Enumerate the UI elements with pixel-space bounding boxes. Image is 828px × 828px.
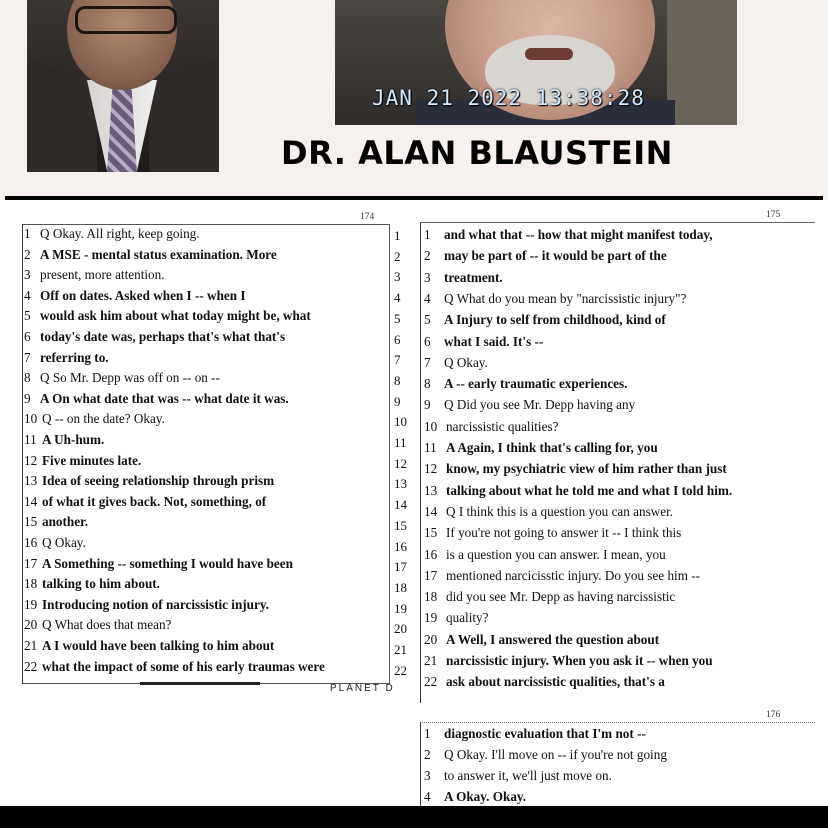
transcript-line: A Again, I think that's calling for, you xyxy=(446,440,658,455)
line-number: 3 xyxy=(24,267,31,283)
video-timestamp: JAN 21 2022 13:38:28 xyxy=(372,86,645,110)
line-number: 2 xyxy=(424,747,431,762)
line-number: 14 xyxy=(24,493,38,509)
line-number: 13 xyxy=(424,482,438,498)
line-number: 13 xyxy=(24,473,38,489)
gutter-number: 19 xyxy=(394,600,407,616)
line-number: 15 xyxy=(24,514,38,530)
transcript-line: mentioned narcicisstic injury. Do you see him -- xyxy=(446,567,701,583)
transcript-line: A Uh-hum. xyxy=(42,432,105,447)
line-number: 9 xyxy=(24,390,31,406)
transcript-line: Q -- on the date? Okay. xyxy=(42,411,165,427)
transcript-line: Q Okay. xyxy=(444,354,488,370)
transcript-line: Q Did you see Mr. Depp having any xyxy=(444,397,636,413)
transcript-line: quality? xyxy=(446,610,489,626)
transcript-line: Idea of seeing relationship through prism xyxy=(42,473,275,489)
gutter-number: 22 xyxy=(394,662,407,678)
line-number: 21 xyxy=(424,653,438,668)
page-number: 176 xyxy=(766,710,781,720)
transcript-page-175 xyxy=(420,210,814,702)
line-number: 19 xyxy=(24,596,38,612)
transcript-line: Q Okay. I'll move on -- if you're not going xyxy=(444,747,667,762)
transcript-line: referring to. xyxy=(40,349,109,365)
gutter-number: 9 xyxy=(394,393,401,409)
gutter-number: 17 xyxy=(394,559,407,575)
gutter-number: 3 xyxy=(394,269,401,285)
gutter-number: 16 xyxy=(394,538,407,554)
transcript-line: know, my psychiatric view of him rather than just xyxy=(446,461,727,477)
line-number: 19 xyxy=(424,610,438,626)
transcript-line: what the impact of some of his early traumas were xyxy=(42,658,325,674)
transcript-line: is a question you can answer. I mean, you xyxy=(446,546,666,562)
line-number: 11 xyxy=(24,432,37,447)
line-number: 17 xyxy=(424,567,438,583)
line-number: 22 xyxy=(24,658,38,674)
transcript-line: narcissistic qualities? xyxy=(446,418,559,434)
gutter-number: 21 xyxy=(394,642,407,657)
line-number: 6 xyxy=(24,329,31,344)
transcript-line: diagnostic evaluation that I'm not -- xyxy=(444,726,646,741)
transcript-line: did you see Mr. Depp as having narcissistic xyxy=(446,589,676,605)
line-number: 11 xyxy=(424,440,437,455)
line-number: 7 xyxy=(424,354,431,370)
gutter-number: 7 xyxy=(394,352,401,368)
transcript-line: today's date was, perhaps that's what that's xyxy=(40,329,286,344)
transcript-line: to answer it, we'll just move on. xyxy=(444,768,612,783)
transcript-line: Q What does that mean? xyxy=(42,617,172,633)
line-number: 5 xyxy=(24,308,31,324)
transcript-line: may be part of -- it would be part of the xyxy=(444,248,667,264)
line-number: 8 xyxy=(24,370,31,386)
gutter-number: 15 xyxy=(394,517,407,533)
transcript-line: Five minutes late. xyxy=(42,452,142,468)
transcript-line: treatment. xyxy=(444,269,503,285)
gutter-number: 4 xyxy=(394,290,401,306)
line-number: 5 xyxy=(424,312,431,328)
transcript-line: ask about narcissistic qualities, that's a xyxy=(446,674,665,690)
line-number: 10 xyxy=(24,411,38,427)
line-number: 7 xyxy=(24,349,31,365)
line-number: 9 xyxy=(424,397,431,413)
line-number: 21 xyxy=(24,638,38,653)
transcript-line: If you're not going to answer it -- I think this xyxy=(446,525,682,541)
transcript-line: and what that -- how that might manifest today, xyxy=(444,227,713,242)
page-number: 175 xyxy=(766,210,781,220)
bottom-band xyxy=(0,806,828,828)
line-number: 20 xyxy=(24,617,38,633)
gutter-line-numbers xyxy=(388,224,420,694)
line-number: 15 xyxy=(424,525,438,541)
transcript-line: Q Okay. xyxy=(42,535,86,550)
line-number: 18 xyxy=(24,576,38,592)
gutter-number: 18 xyxy=(394,579,407,595)
transcript-line: narcissistic injury. When you ask it -- when you xyxy=(446,653,713,668)
line-number: 1 xyxy=(424,227,431,242)
transcript-line: Q So Mr. Depp was off on -- on -- xyxy=(40,370,220,386)
line-number: 2 xyxy=(24,246,31,262)
transcript-line: A MSE - mental status examination. More xyxy=(40,246,277,262)
line-number: 4 xyxy=(424,789,431,804)
transcript-line: talking about what he told me and what I told him. xyxy=(446,482,733,498)
transcript-line: A Well, I answered the question about xyxy=(446,631,660,647)
gutter-number: 1 xyxy=(394,228,401,243)
line-number: 16 xyxy=(424,546,438,562)
transcript-line: A Okay. Okay. xyxy=(444,789,527,804)
line-number: 10 xyxy=(424,418,438,434)
transcript-line: A Injury to self from childhood, kind of xyxy=(444,312,666,328)
transcript-line: would ask him about what today might be, what xyxy=(40,308,311,324)
line-number: 1 xyxy=(24,226,31,241)
gutter-number: 13 xyxy=(394,476,407,492)
gutter-number: 11 xyxy=(394,435,407,450)
divider xyxy=(140,682,260,685)
line-number: 20 xyxy=(424,631,438,647)
transcript-line: Q Okay. All right, keep going. xyxy=(40,226,200,241)
line-number: 18 xyxy=(424,589,438,605)
line-number: 2 xyxy=(424,248,431,264)
gutter-number: 2 xyxy=(394,248,401,264)
transcript-line: A On what date that was -- what date it was. xyxy=(40,390,289,406)
transcript-page-174 xyxy=(22,212,388,682)
line-number: 16 xyxy=(24,535,38,550)
transcript-line: Off on dates. Asked when I -- when I xyxy=(40,287,246,303)
line-number: 12 xyxy=(424,461,438,477)
transcript-line: Introducing notion of narcissistic injury. xyxy=(42,596,270,612)
transcript-page-176 xyxy=(420,710,814,810)
gutter-number: 12 xyxy=(394,455,407,471)
gutter-number: 20 xyxy=(394,621,407,637)
transcript-line: of what it gives back. Not, something, of xyxy=(42,493,267,509)
transcript-line: Q What do you mean by "narcissistic injury"? xyxy=(444,290,687,306)
transcript-line: talking to him about. xyxy=(42,576,160,592)
transcript-line: present, more attention. xyxy=(40,267,165,283)
line-number: 17 xyxy=(24,555,38,571)
line-number: 14 xyxy=(424,503,438,519)
line-number: 6 xyxy=(424,333,431,349)
line-number: 1 xyxy=(424,726,431,741)
line-number: 4 xyxy=(24,287,31,303)
transcript-document xyxy=(0,200,828,806)
gutter-number: 10 xyxy=(394,414,407,430)
transcript-line: A -- early traumatic experiences. xyxy=(444,376,628,392)
page-number: 174 xyxy=(360,212,375,222)
transcript-line: Q I think this is a question you can answer. xyxy=(446,503,674,519)
footer-mark: PLANET D xyxy=(330,683,395,694)
gutter-number: 6 xyxy=(394,331,401,347)
line-number: 22 xyxy=(424,674,438,690)
name-caption: DR. ALAN BLAUSTEIN xyxy=(281,134,673,172)
line-number: 4 xyxy=(424,290,431,306)
gutter-number: 14 xyxy=(394,497,407,513)
transcript-line: what I said. It's -- xyxy=(444,333,544,349)
transcript-line: A I would have been talking to him about xyxy=(42,638,275,653)
gutter-number: 8 xyxy=(394,372,401,388)
line-number: 12 xyxy=(24,452,38,468)
transcript-line: A Something -- something I would have been xyxy=(42,555,293,571)
line-number: 3 xyxy=(424,269,431,285)
line-number: 8 xyxy=(424,376,431,392)
gutter-number: 5 xyxy=(394,310,401,326)
line-number: 3 xyxy=(424,768,431,783)
transcript-line: another. xyxy=(42,514,89,530)
witness-photo-left xyxy=(27,0,219,172)
